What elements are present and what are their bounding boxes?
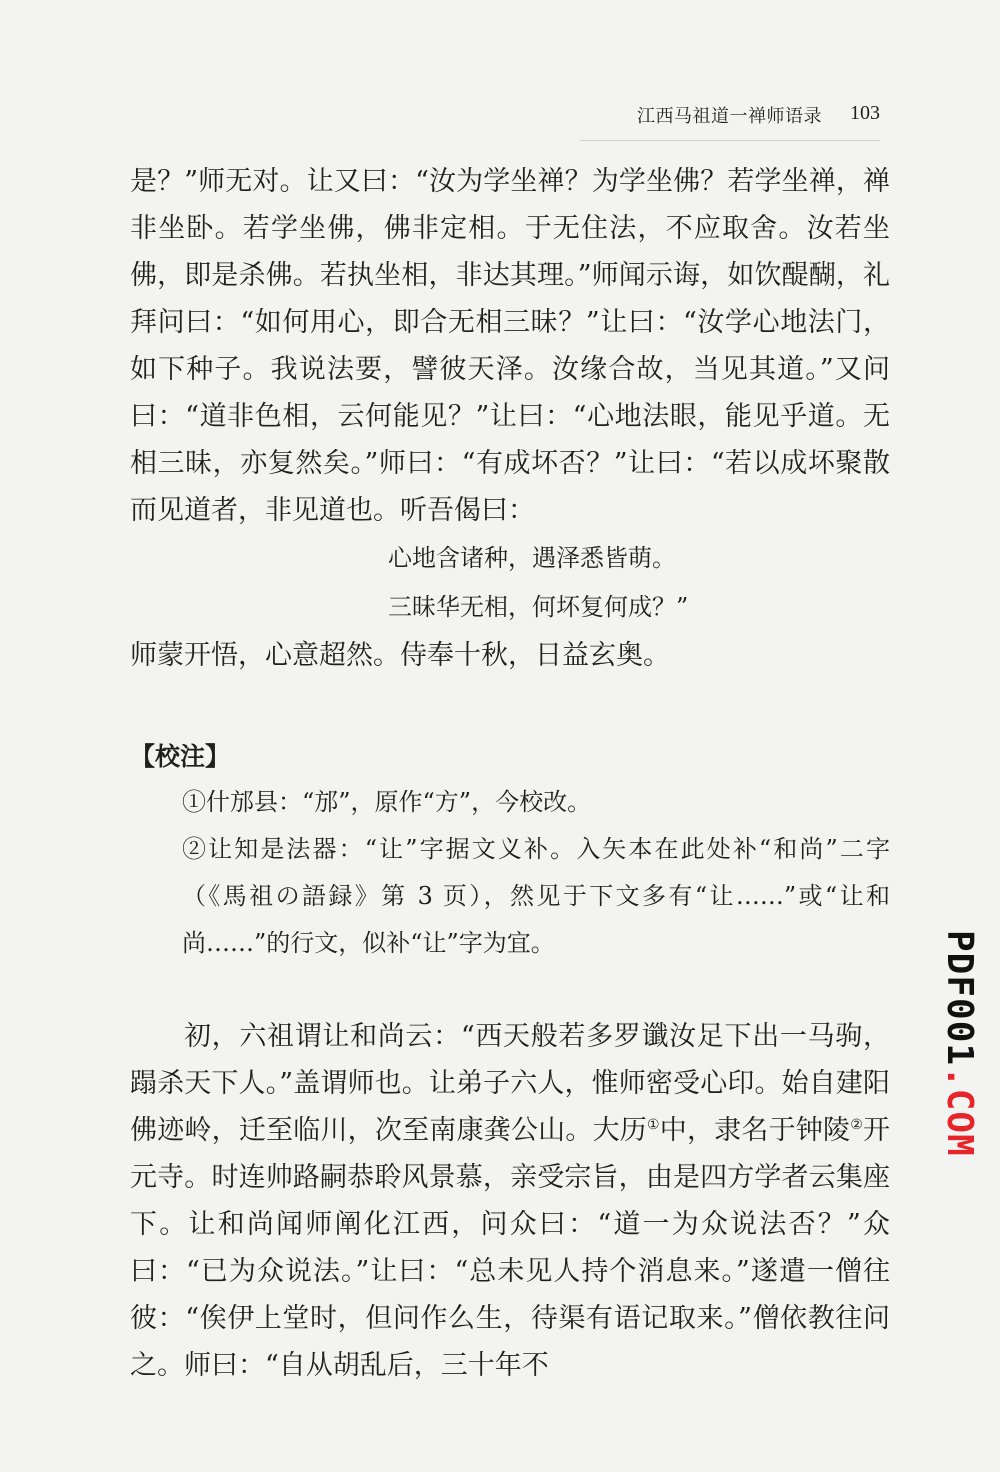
note-item-2: ②让知是法器：“让”字据文义补。入矢本在此处补“和尚”二字（《馬祖の語録》第 3 页），然见于下文多有“让……”或“让和尚……”的行文，似补“让”字为宜。 [182, 835, 890, 957]
watermark-part-a: PDF001 [939, 930, 980, 1067]
watermark-text [939, 930, 980, 1157]
narrative-text-part-3: 开元寺。时连帅路嗣恭聆风景慕，亲受宗旨，由是四方学者云集座下。让和尚闻师阐化江西，问众曰：“道一为众说法否？”众曰：“已为众说法。”让曰：“总未见人持个消息来。”遂遣一僧往彼：“俟伊上堂时，但问作么生，待渠有语记取来。”僧依教往问之。师曰：“自从胡乱后，三十年不 [130, 1115, 890, 1381]
verse-line-1: 心地含诸种，遇泽悉皆萌。 [388, 544, 676, 572]
running-header [580, 100, 880, 130]
main-text [130, 158, 890, 1389]
verse-line-2: 三昧华无相，何坏复何成？” [388, 593, 689, 621]
narrative-text-part-2: 中，隶名于钟陵 [659, 1115, 851, 1146]
section-heading-notes: 【校注】 [130, 742, 231, 771]
watermark-part-b: .COM [939, 1066, 980, 1157]
header-divider [580, 140, 880, 141]
running-header-title: 江西马祖道一禅师语录 [637, 106, 822, 127]
narrative-text-part-1: 初，六祖谓让和尚云：“西天般若多罗谶汝足下出一马驹，蹋杀天下人。”盖谓师也。让弟子六人，惟师密受心印。始自建阳佛迹岭，迁至临川，次至南康龚公山。大历 [130, 1021, 890, 1146]
paragraph-narrative [130, 1013, 890, 1389]
footnote-marker-1: ① [647, 1117, 660, 1133]
footnote-marker-2: ② [850, 1117, 863, 1133]
site-watermark [940, 930, 980, 1180]
paragraph-dialogue: 是？”师无对。让又曰：“汝为学坐禅？为学坐佛？若学坐禅，禅非坐卧。若学坐佛，佛非定相。于无住法，不应取舍。汝若坐佛，即是杀佛。若执坐相，非达其理。”师闻示诲，如饮醍醐，礼拜问曰：“如何用心，即合无相三昧？”让曰：“汝学心地法门，如下种子。我说法要，譬彼天泽。汝缘合故，当见其道。”又问曰：“道非色相，云何能见？”让曰：“心地法眼，能见乎道。无相三昧，亦复然矣。”师曰：“有成坏否？”让曰：“若以成坏聚散而见道者，非见道也。听吾偈曰： [130, 166, 890, 526]
note-item-1: ①什邡县：“邡”，原作“方”，今校改。 [182, 788, 592, 816]
paragraph-enlightenment: 师蒙开悟，心意超然。侍奉十秋，日益玄奥。 [130, 640, 670, 671]
page-number: 103 [850, 102, 880, 124]
